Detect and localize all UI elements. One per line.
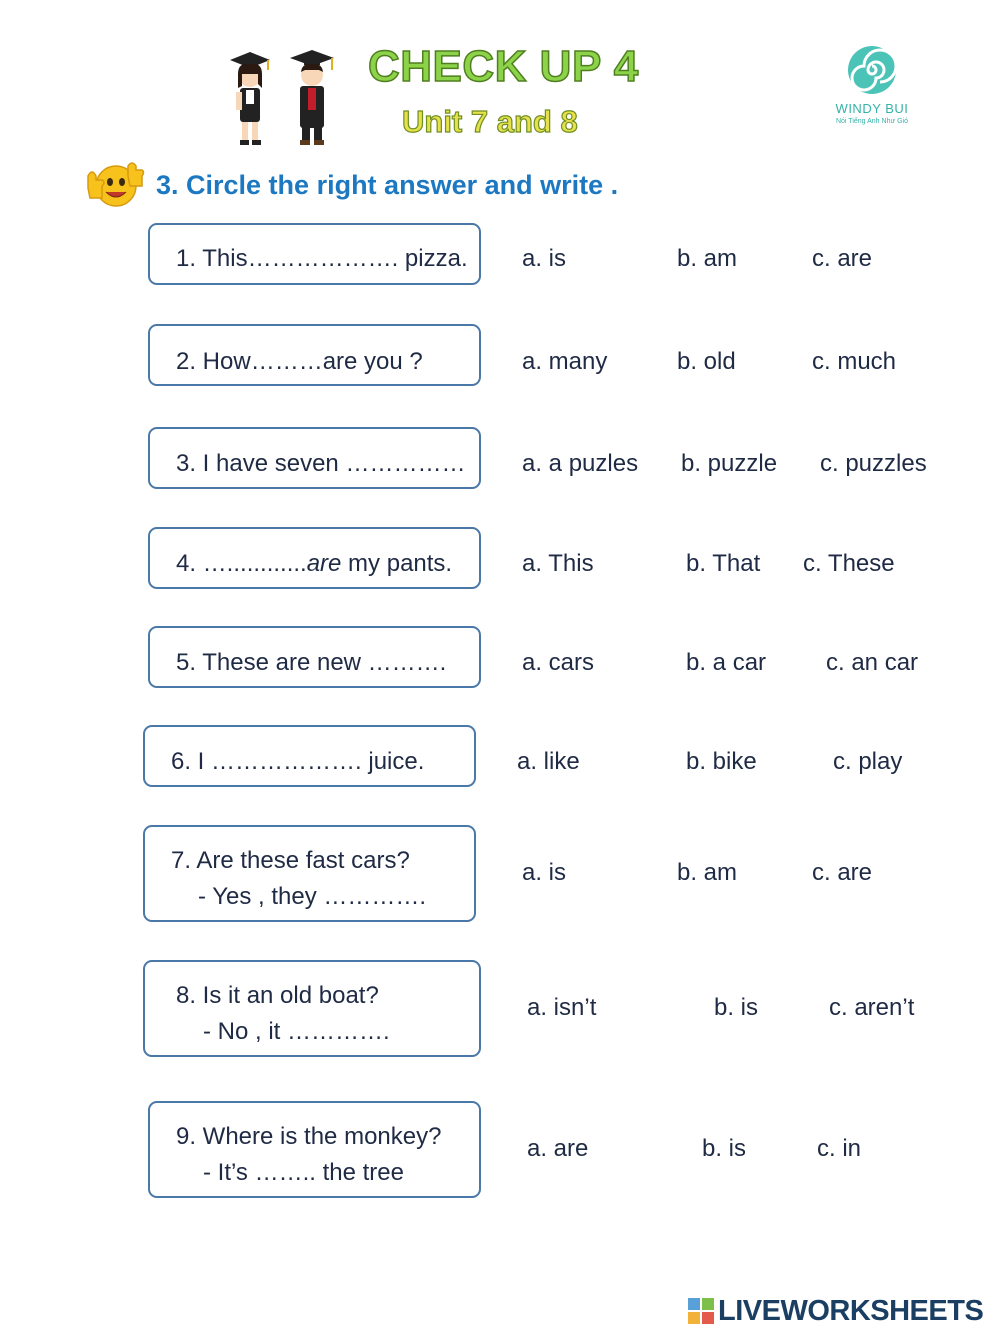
q2-option-a[interactable]: a. many bbox=[522, 348, 608, 375]
q7-option-c[interactable]: c. are bbox=[812, 859, 873, 886]
q3-option-c[interactable]: c. puzzles bbox=[820, 450, 927, 477]
q2-option-c[interactable]: c. much bbox=[812, 348, 897, 375]
question-9-answer-line: - It’s …….. the tree bbox=[203, 1159, 404, 1186]
q1-option-b[interactable]: b. am bbox=[677, 245, 738, 272]
q5-option-c[interactable]: c. an car bbox=[826, 649, 919, 676]
q3-option-a[interactable]: a. a puzles bbox=[522, 450, 639, 477]
question-7-answer-line: - Yes , they …………. bbox=[198, 883, 427, 910]
spiral-logo-icon bbox=[842, 44, 902, 96]
logo-name: WINDY BUI bbox=[835, 101, 909, 116]
question-3-text: 3. I have seven …………… bbox=[176, 450, 466, 477]
q4-option-c[interactable]: c. These bbox=[803, 550, 895, 577]
question-4-prefix: 4. …............ bbox=[176, 550, 307, 577]
q8-option-a[interactable]: a. isn’t bbox=[527, 994, 597, 1021]
q4-option-b[interactable]: b. That bbox=[686, 550, 761, 577]
q5-option-b[interactable]: b. a car bbox=[686, 649, 767, 676]
question-4-text bbox=[176, 550, 452, 578]
question-9-text: 9. Where is the monkey? bbox=[176, 1123, 442, 1150]
q8-option-c[interactable]: c. aren’t bbox=[829, 994, 915, 1021]
instruction-heading: 3. Circle the right answer and write . bbox=[156, 170, 619, 200]
q6-option-a[interactable]: a. like bbox=[517, 748, 580, 775]
q1-option-c[interactable]: c. are bbox=[812, 245, 873, 272]
page-subtitle: Unit 7 and 8 bbox=[402, 104, 578, 139]
liveworksheets-logo bbox=[688, 1294, 983, 1328]
question-8-answer-line: - No , it …………. bbox=[203, 1018, 390, 1045]
liveworksheets-blocks-icon bbox=[688, 1298, 714, 1324]
q2-option-b[interactable]: b. old bbox=[677, 348, 736, 375]
q8-option-b[interactable]: b. is bbox=[714, 994, 759, 1021]
windy-bui-logo bbox=[826, 44, 918, 140]
question-7-text: 7. Are these fast cars? bbox=[171, 847, 410, 874]
page-title: CHECK UP 4 bbox=[368, 42, 639, 91]
question-5-text: 5. These are new ………. bbox=[176, 649, 447, 676]
q5-option-a[interactable]: a. cars bbox=[522, 649, 595, 676]
thumbs-up-emoji-icon bbox=[82, 158, 146, 210]
q6-option-b[interactable]: b. bike bbox=[686, 748, 757, 775]
question-4-suffix: my pants. bbox=[341, 550, 453, 577]
q9-option-a[interactable]: a. are bbox=[527, 1135, 589, 1162]
graduates-illustration bbox=[222, 48, 342, 150]
question-1-text: 1. This………………. pizza. bbox=[176, 245, 468, 272]
question-4-italic-word: are bbox=[306, 550, 342, 577]
logo-tagline: Nói Tiếng Anh Như Gió bbox=[835, 118, 908, 125]
q7-option-a[interactable]: a. is bbox=[522, 859, 567, 886]
q4-option-a[interactable]: a. This bbox=[522, 550, 594, 577]
q7-option-b[interactable]: b. am bbox=[677, 859, 738, 886]
question-2-text: 2. How………are you ? bbox=[176, 348, 423, 375]
question-6-text: 6. I ………………. juice. bbox=[171, 748, 425, 775]
q9-option-b[interactable]: b. is bbox=[702, 1135, 747, 1162]
q3-option-b[interactable]: b. puzzle bbox=[681, 450, 778, 477]
q9-option-c[interactable]: c. in bbox=[817, 1135, 862, 1162]
liveworksheets-text: LIVEWORKSHEETS bbox=[718, 1294, 984, 1327]
q1-option-a[interactable]: a. is bbox=[522, 245, 567, 272]
question-8-text: 8. Is it an old boat? bbox=[176, 982, 379, 1009]
q6-option-c[interactable]: c. play bbox=[833, 748, 903, 775]
